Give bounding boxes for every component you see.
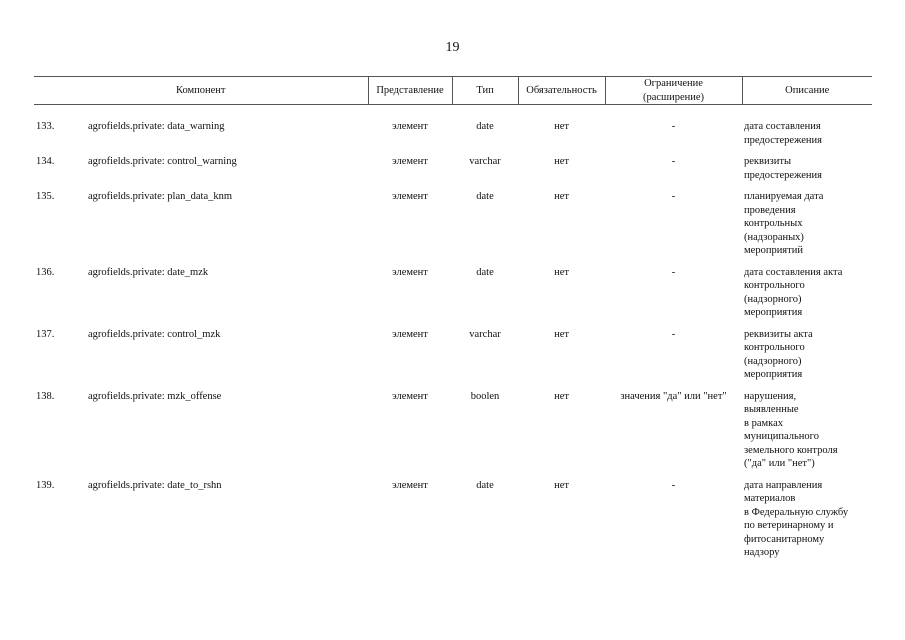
row-restriction: - xyxy=(671,121,676,132)
row-type: boolen xyxy=(470,390,500,402)
row-description-line: проведения xyxy=(744,204,796,216)
row-number: 133. xyxy=(36,121,55,132)
row-component: agrofields.private: control_warning xyxy=(88,156,237,167)
row-description xyxy=(742,479,872,568)
row-description-line: ("да" или "нет") xyxy=(744,458,815,469)
header-description: Описание xyxy=(742,77,872,105)
header-restriction-line1: Ограничение xyxy=(644,78,703,89)
row-restriction: - xyxy=(671,266,676,278)
row-component: agrofields.private: date_mzk xyxy=(88,266,209,278)
row-description-line: по ветеринарному и xyxy=(744,520,834,531)
row-mandatory: нет xyxy=(554,390,569,402)
row-mandatory: нет xyxy=(554,328,569,340)
row-description-line: нарушения, xyxy=(744,390,797,402)
row-component: agrofields.private: plan_data_knm xyxy=(88,191,233,202)
row-number: 136. xyxy=(36,266,55,278)
row-mandatory: нет xyxy=(554,479,569,491)
row-representation: элемент xyxy=(392,266,428,278)
row-type: date xyxy=(476,266,494,278)
row-description-line: в рамках xyxy=(744,417,784,429)
row-type: varchar xyxy=(469,156,501,167)
row-mandatory: нет xyxy=(554,121,569,132)
row-description-line: мероприятия xyxy=(744,369,803,380)
row-restriction: значения "да" или "нет" xyxy=(620,390,727,402)
row-restriction: - xyxy=(671,479,676,491)
header-restriction-line2: (расширение) xyxy=(642,91,705,103)
row-number: 138. xyxy=(36,390,55,402)
row-description-line: реквизиты акта xyxy=(744,328,813,340)
table-row xyxy=(34,120,872,155)
row-description-line: реквизиты xyxy=(744,156,792,167)
row-description-line: дата составления акта xyxy=(744,266,843,278)
row-description-line: дата составления xyxy=(744,121,821,132)
row-mandatory: нет xyxy=(554,156,569,167)
row-restriction: - xyxy=(671,156,676,167)
table-row xyxy=(34,390,872,479)
row-description xyxy=(742,120,872,155)
row-description-line: мероприятий xyxy=(744,245,803,256)
row-number: 134. xyxy=(36,156,55,167)
row-number: 137. xyxy=(36,328,55,340)
row-representation: элемент xyxy=(392,121,428,132)
row-description-line: мероприятия xyxy=(744,307,803,318)
row-description xyxy=(742,390,872,479)
row-type: date xyxy=(476,121,494,132)
row-representation: элемент xyxy=(392,479,428,491)
table-row xyxy=(34,479,872,568)
row-mandatory: нет xyxy=(554,266,569,278)
row-component: agrofields.private: data_warning xyxy=(88,121,225,132)
page-number: 19 xyxy=(445,40,460,55)
header-representation: Представление xyxy=(368,77,452,105)
row-description-line: в Федеральную службу xyxy=(744,506,849,518)
row-description xyxy=(742,266,872,328)
row-description xyxy=(742,190,872,266)
row-type: varchar xyxy=(469,328,501,340)
row-description-line: контрольного xyxy=(744,342,805,353)
row-representation: элемент xyxy=(392,191,428,202)
row-description-line: планируемая дата xyxy=(744,191,824,202)
row-mandatory: нет xyxy=(554,191,569,202)
row-description-line: материалов xyxy=(744,493,796,504)
table-row xyxy=(34,155,872,190)
row-type: date xyxy=(476,479,494,491)
row-representation: элемент xyxy=(392,328,428,340)
row-description-line: предостережения xyxy=(744,134,822,146)
row-description-line: контрольного xyxy=(744,280,805,291)
row-description-line: выявленные xyxy=(744,404,799,415)
spec-table xyxy=(34,76,872,568)
row-description-line: (надзорного) xyxy=(744,355,802,367)
header-restriction xyxy=(605,77,742,105)
row-description-line: предостережения xyxy=(744,169,822,181)
table-row xyxy=(34,328,872,390)
row-component: agrofields.private: date_to_rshn xyxy=(88,479,222,491)
row-description-line: муниципального xyxy=(744,431,819,442)
row-description xyxy=(742,155,872,190)
row-description-line: контрольных xyxy=(744,218,803,229)
row-description-line: фитосанитарному xyxy=(744,533,825,545)
header-type: Тип xyxy=(452,77,518,105)
row-component: agrofields.private: mzk_offense xyxy=(88,390,222,402)
row-description-line: (надзораных) xyxy=(744,231,804,243)
table-header-row xyxy=(34,77,872,105)
row-representation: элемент xyxy=(392,156,428,167)
row-representation: элемент xyxy=(392,390,428,402)
row-number: 139. xyxy=(36,479,55,491)
row-description-line: (надзорного) xyxy=(744,293,802,305)
row-number: 135. xyxy=(36,191,55,202)
row-description-line: земельного контроля xyxy=(744,444,838,456)
header-component: Компонент xyxy=(34,77,368,105)
table-row xyxy=(34,190,872,266)
header-mandatory: Обязательность xyxy=(518,77,605,105)
row-restriction: - xyxy=(671,328,676,340)
row-description-line: надзору xyxy=(744,547,780,558)
table-row xyxy=(34,266,872,328)
row-restriction: - xyxy=(671,191,676,202)
row-component: agrofields.private: control_mzk xyxy=(88,328,221,340)
row-description xyxy=(742,328,872,390)
row-type: date xyxy=(476,191,494,202)
row-description-line: дата направления xyxy=(744,479,823,491)
